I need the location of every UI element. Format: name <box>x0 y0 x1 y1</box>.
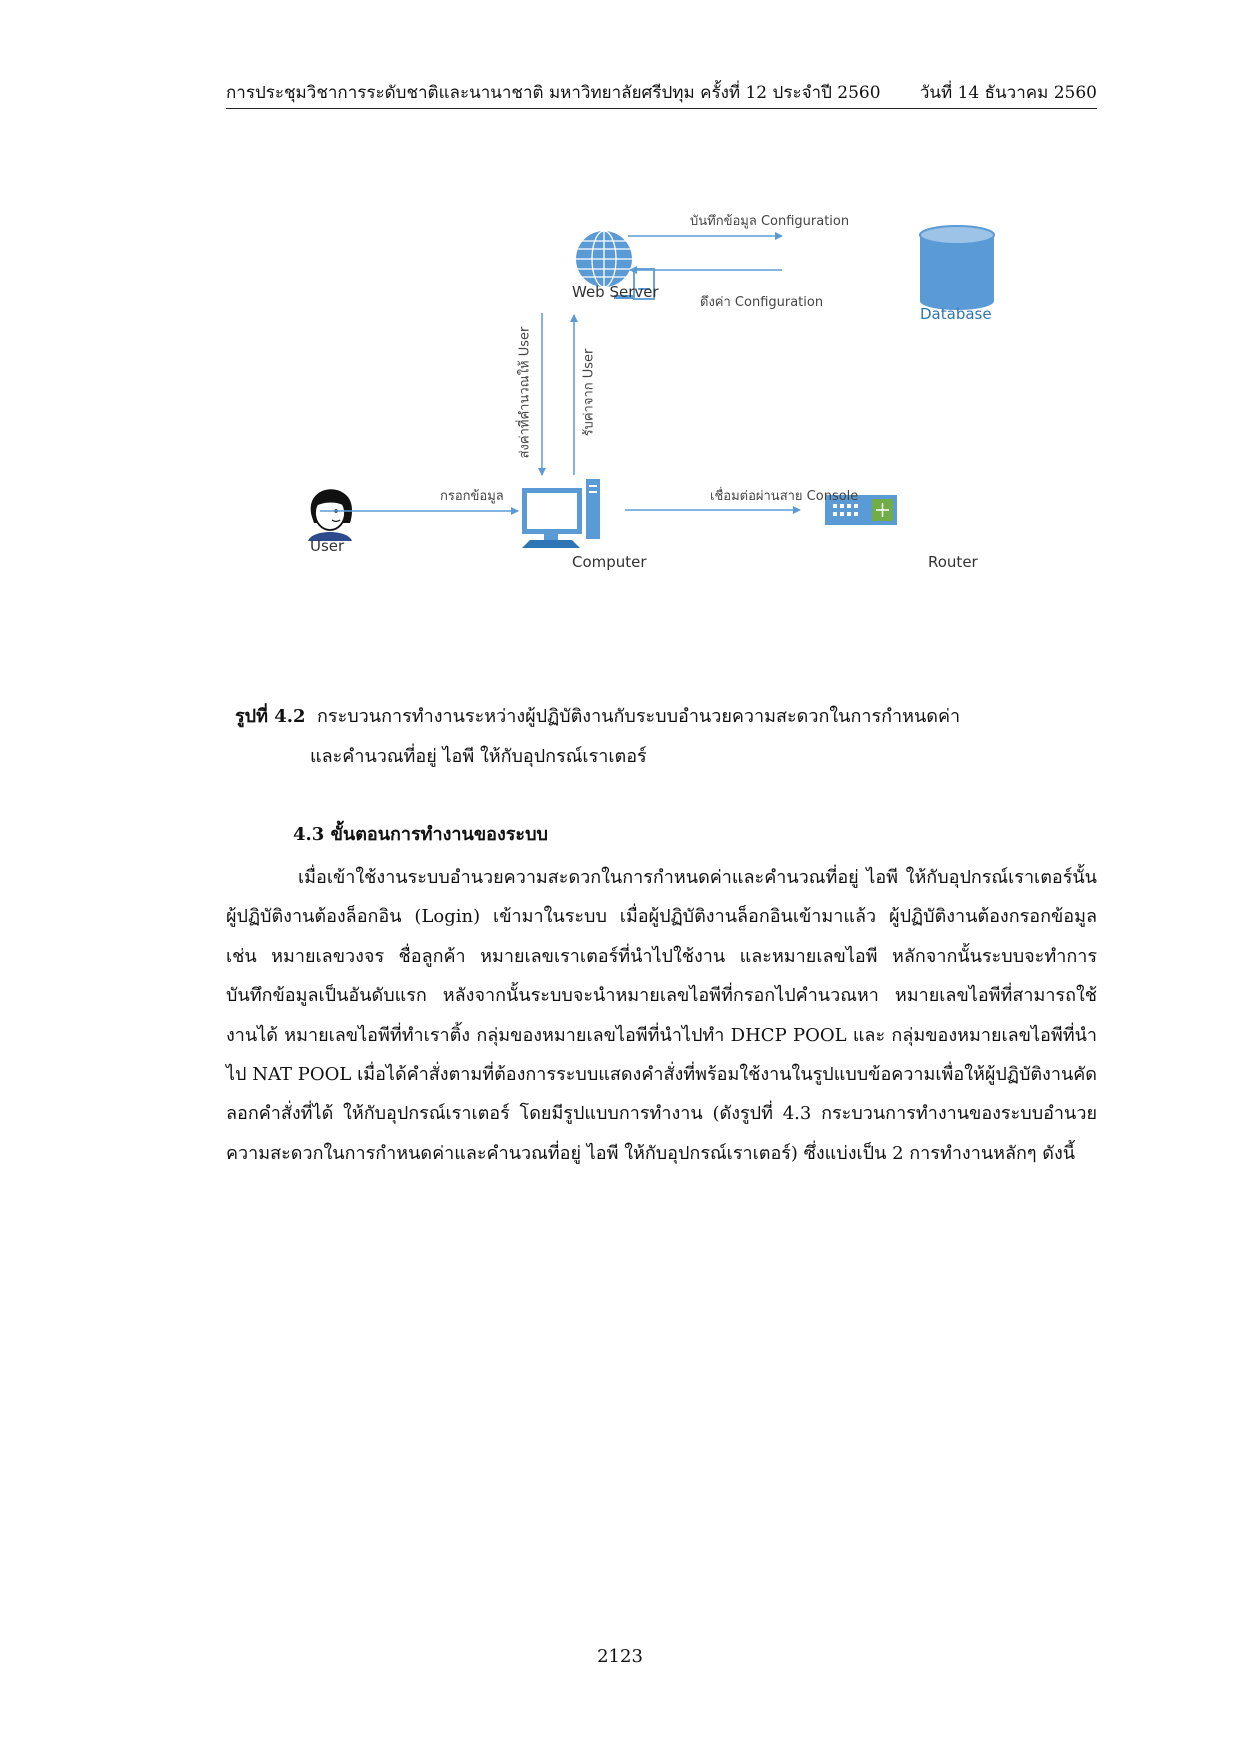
running-header <box>226 82 1097 109</box>
header-date: วันที่ 14 ธันวาคม 2560 <box>919 83 1097 103</box>
caption-line1: กระบวนการทำงานระหว่างผู้ปฏิบัติงานกับระบบอำนวยความสะดวกในการกำหนดค่า <box>317 706 961 727</box>
receive-from-user-label: รับค่าจาก User <box>581 348 597 437</box>
fetch-config-label: ดึงค่า Configuration <box>700 295 824 310</box>
database-label: Database <box>920 305 992 323</box>
section-paragraph: เมื่อเข้าใช้งานระบบอำนวยความสะดวกในการกำหนดค่าและคำนวณที่อยู่ ไอพี ให้กับอุปกรณ์เราเตอร์นั้น ผู้ปฏิบัติงานต้องล็อกอิน (Login) เข้ามาในระบบ เมื่อผู้ปฏิบัติงานล็อกอินเข้ามาแล้ว ผู้ปฏิบัติงานต้องกรอกข้อมูล เช่น หมายเลขวงจร ชื่อลูกค้า หมายเลขเราเตอร์ที่นำไปใช้งาน และหมายเลขไอพี หลักจากนั้นระบบจะทำการบันทึกข้อมูลเป็นอันดับแรก หลังจากนั้นระบบจะนำหมายเลขไอพีที่กรอกไปคำนวณหา หมายเลขไอพีที่สามารถใช้งานได้ หมายเลขไอพีที่ทำเราติ้ง กลุ่มของหมายเลขไอพีที่นำไปทำ DHCP POOL และ กลุ่มของหมายเลขไอพีที่นำไป NAT POOL เมื่อได้คำสั่งตามที่ต้องการระบบแสดงคำสั่งที่พร้อมใช้งานในรูปแบบข้อความเพื่อให้ผู้ปฏิบัติงานคัดลอกคำสั่งที่ได้ ให้กับอุปกรณ์เราเตอร์ โดยมีรูปแบบการทำงาน (ดังรูปที่ 4.3 กระบวนการทำงานของระบบอำนวยความสะดวกในการกำหนดค่าและคำนวณที่อยู่ ไอพี ให้กับอุปกรณ์เราเตอร์) ซึ่งแบ่งเป็น 2 การทำงานหลักๆ ดังนี้ <box>226 867 1097 1164</box>
caption-label: รูปที่ 4.2 <box>235 706 306 727</box>
diagram-graphics <box>290 205 1050 665</box>
console-connect-label: เชื่อมต่อผ่านสาย Console <box>710 489 859 504</box>
user-icon <box>308 489 352 541</box>
router-label: Router <box>928 553 978 571</box>
send-to-user-label: ส่งค่าที่คำนวณให้ User <box>517 326 533 459</box>
computer-label: Computer <box>572 553 647 571</box>
section-title: 4.3 ขั้นตอนการทำงานของระบบ <box>293 824 548 845</box>
database-icon <box>920 226 994 310</box>
computer-icon <box>522 479 600 548</box>
input-data-label: กรอกข้อมูล <box>440 489 504 504</box>
page-number: 2123 <box>597 1646 643 1667</box>
user-label: User <box>310 537 345 555</box>
system-diagram <box>290 205 1050 665</box>
web-server-label: Web Server <box>572 283 659 301</box>
figure-caption <box>235 697 1095 777</box>
caption-line2: และคำนวณที่อยู่ ไอพี ให้กับอุปกรณ์เราเตอร์ <box>310 746 647 767</box>
header-conference: การประชุมวิชาการระดับชาติและนานาชาติ มหาวิทยาลัยศรีปทุม ครั้งที่ 12 ประจำปี 2560 <box>226 83 881 103</box>
save-config-label: บันทึกข้อมูล Configuration <box>690 214 850 229</box>
